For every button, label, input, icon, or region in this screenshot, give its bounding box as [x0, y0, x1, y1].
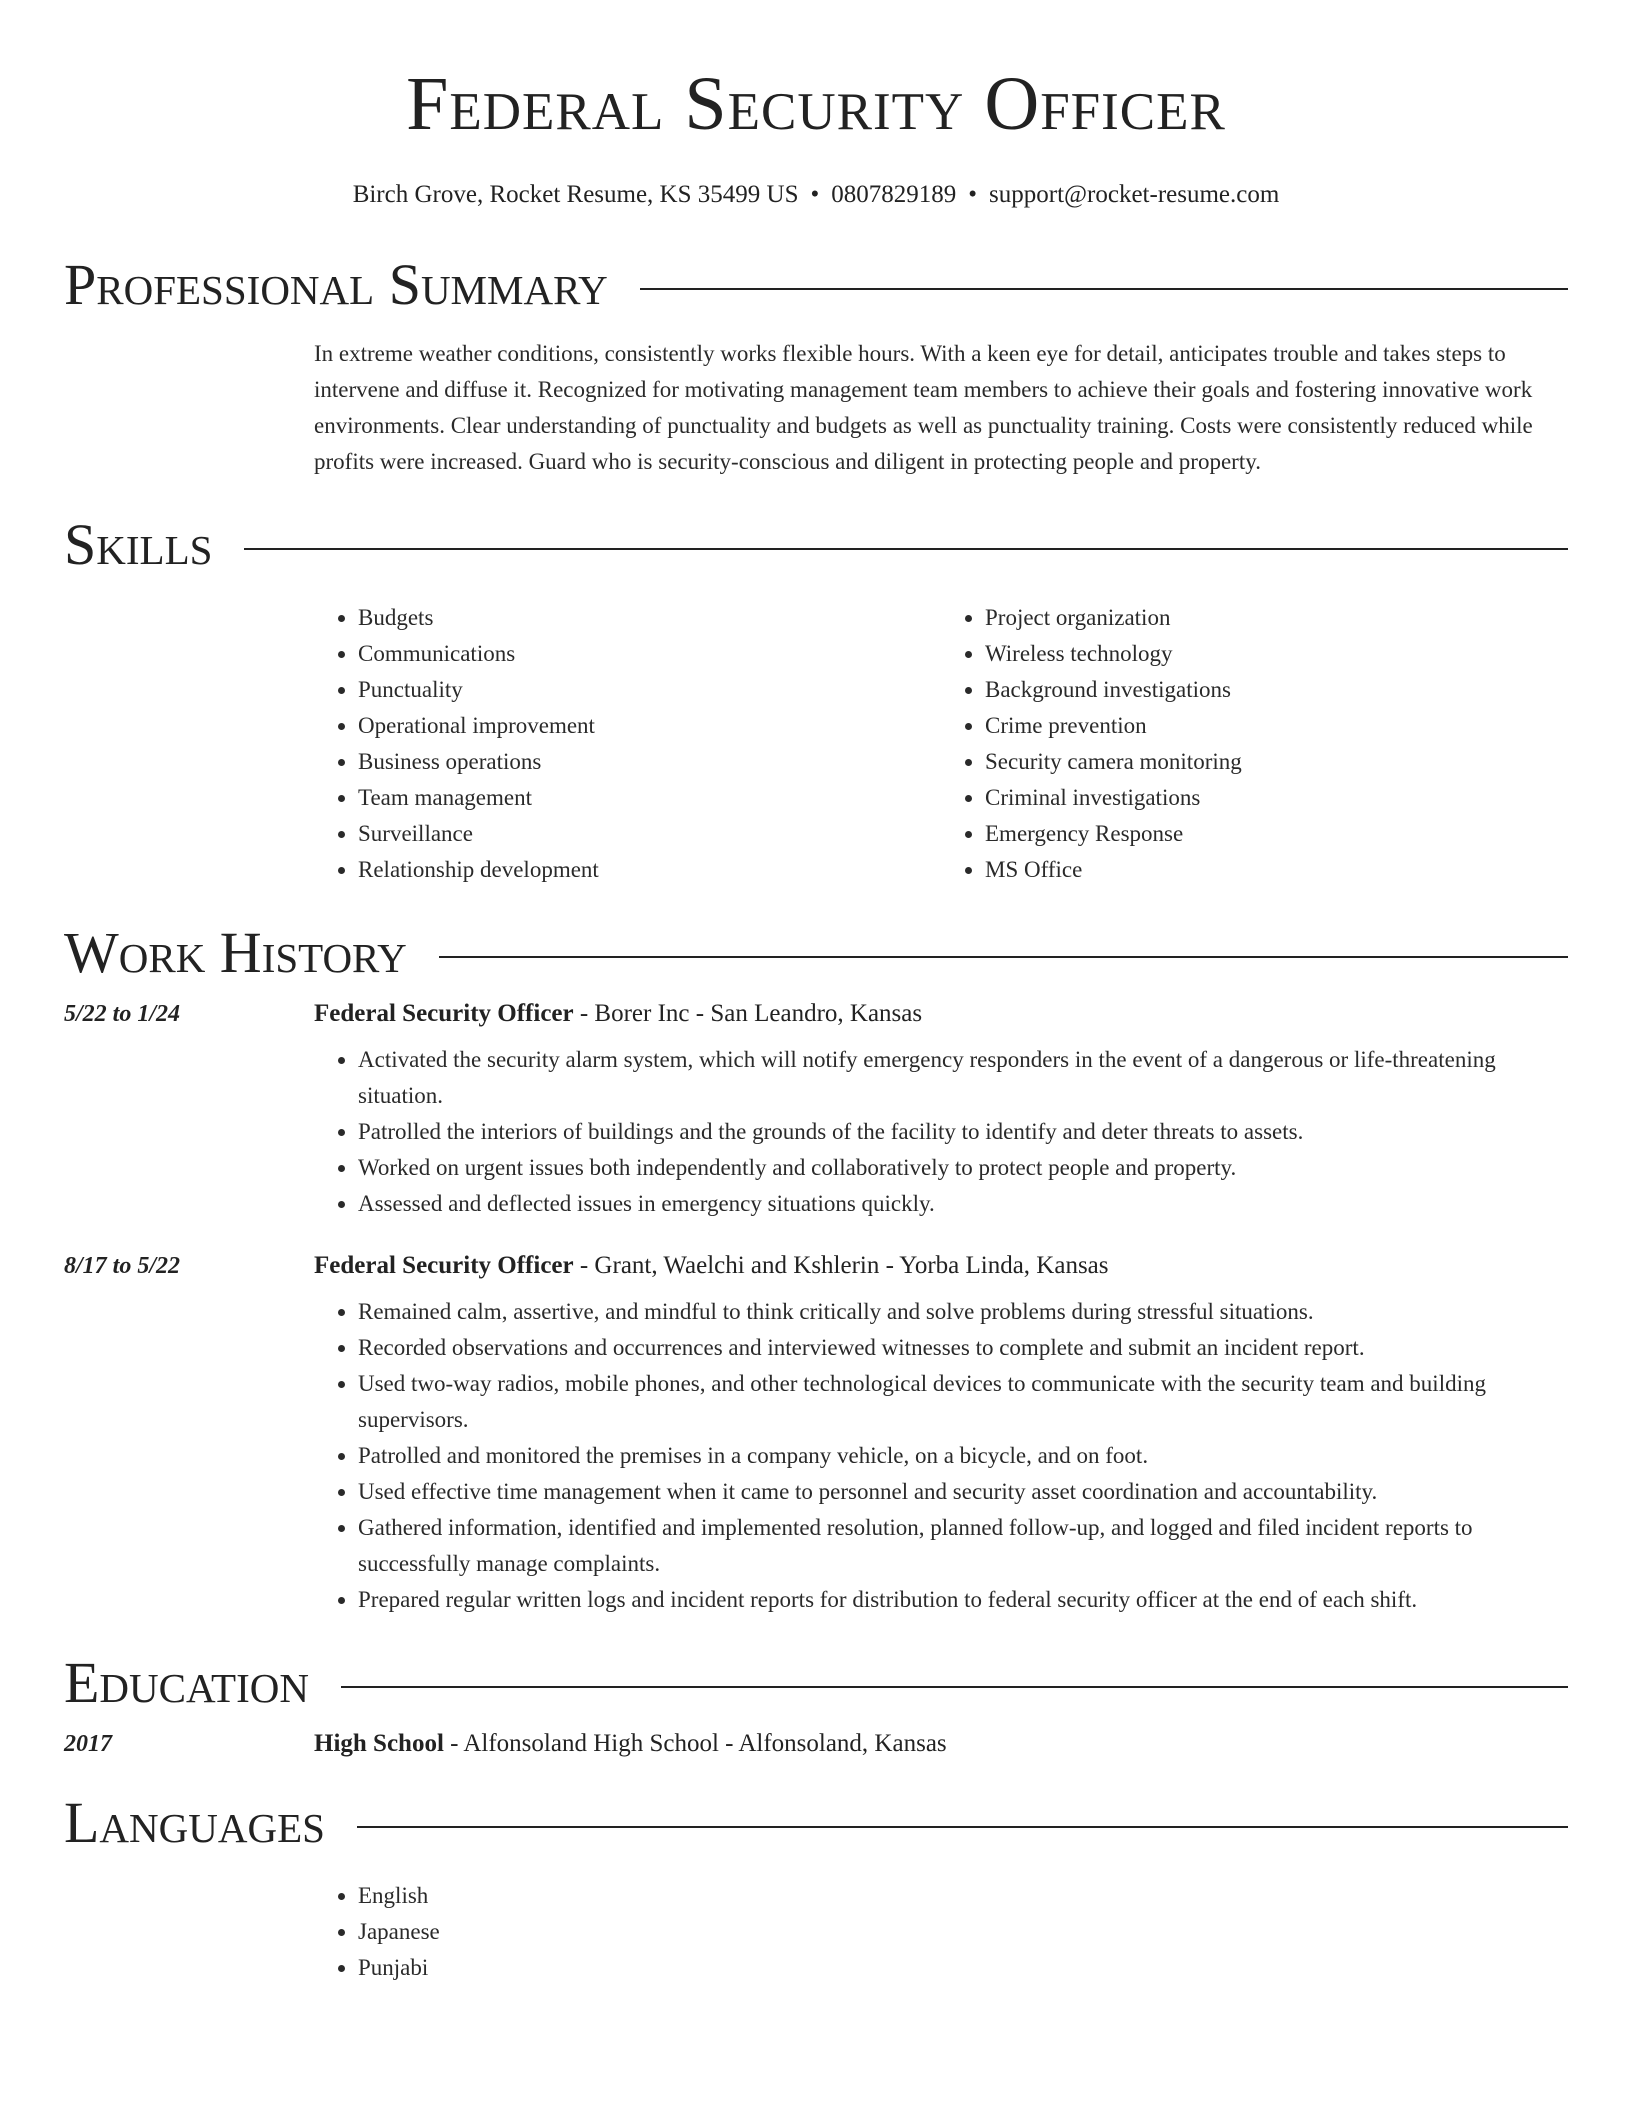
section-divider [439, 956, 1568, 958]
resume-name: Federal Security Officer [406, 62, 1226, 146]
skill-item: • Security camera monitoring [985, 744, 1568, 780]
skill-item: • Budgets [358, 600, 941, 636]
job-bullet: • Recorded observations and occurrences and interviewed witnesses to complete and submit an incident report. [358, 1330, 1568, 1366]
contact-phone: 0807829189 [831, 181, 957, 208]
job-title-line [314, 1252, 1109, 1280]
section-divider [357, 1826, 1568, 1828]
contact-separator: • [968, 181, 978, 208]
skill-item: • Wireless technology [985, 636, 1568, 672]
education-degree: High School [314, 1730, 444, 1757]
job-bullet: • Patrolled the interiors of buildings and the grounds of the facility to identify and deter threats to assets. [358, 1114, 1568, 1150]
work-section-header [64, 918, 1568, 988]
languages-list [314, 1878, 1568, 1986]
job-bullet: • Used two-way radios, mobile phones, and other technological devices to communicate with the security team and building supervisors. [358, 1366, 1568, 1438]
skill-item: • Relationship development [358, 852, 941, 888]
section-divider [640, 288, 1568, 290]
contact-line [64, 178, 1568, 212]
skills-columns [314, 600, 1568, 888]
job-bullets [314, 1042, 1568, 1222]
language-item: • Punjabi [358, 1950, 1568, 1986]
education-heading: Education [64, 1650, 309, 1715]
skills-section-header [64, 510, 1568, 580]
work-heading: Work History [64, 920, 407, 985]
job-title: Federal Security Officer [314, 1000, 574, 1027]
contact-email[interactable]: support@rocket-resume.com [989, 181, 1280, 208]
job-bullet: • Patrolled and monitored the premises in a company vehicle, on a bicycle, and on foot. [358, 1438, 1568, 1474]
skill-item: • Communications [358, 636, 941, 672]
job-bullet: • Gathered information, identified and implemented resolution, planned follow-up, and logged and filed incident reports to successfully manage complaints. [358, 1510, 1568, 1582]
skill-item: • Background investigations [985, 672, 1568, 708]
job-bullet: • Remained calm, assertive, and mindful to think critically and solve problems during stressful situations. [358, 1294, 1568, 1330]
job-title-line [314, 1000, 922, 1028]
job-entry [64, 1252, 1568, 1618]
job-details: - Grant, Waelchi and Kshlerin - Yorba Linda, Kansas [573, 1252, 1109, 1279]
section-divider [244, 548, 1568, 550]
skills-list-left [314, 600, 941, 888]
job-bullet: • Used effective time management when it came to personnel and security asset coordination and accountability. [358, 1474, 1568, 1510]
job-header [64, 1000, 1568, 1028]
education-title-line [314, 1730, 947, 1758]
skill-item: • Operational improvement [358, 708, 941, 744]
skill-item: • Project organization [985, 600, 1568, 636]
job-entry [64, 1000, 1568, 1222]
job-details: - Borer Inc - San Leandro, Kansas [573, 1000, 923, 1027]
job-dates: 8/17 to 5/22 [64, 1253, 181, 1279]
skill-item: • Crime prevention [985, 708, 1568, 744]
skill-item: • Team management [358, 780, 941, 816]
skill-item: • Business operations [358, 744, 941, 780]
education-section-header [64, 1648, 1568, 1718]
language-item: • English [358, 1878, 1568, 1914]
languages-section-header [64, 1788, 1568, 1858]
skills-list-right [941, 600, 1568, 888]
languages-heading: Languages [64, 1790, 325, 1855]
contact-separator: • [810, 181, 820, 208]
education-entry [64, 1730, 1568, 1758]
summary-section-header [64, 250, 1568, 320]
skill-item: • Punctuality [358, 672, 941, 708]
job-bullet: • Prepared regular written logs and incident reports for distribution to federal security officer at the end of each shift. [358, 1582, 1568, 1618]
contact-address: Birch Grove, Rocket Resume, KS 35499 US [352, 181, 799, 208]
skill-item: • Emergency Response [985, 816, 1568, 852]
skill-item: • Criminal investigations [985, 780, 1568, 816]
education-details: - Alfonsoland High School - Alfonsoland, Kansas [443, 1730, 947, 1757]
language-item: • Japanese [358, 1914, 1568, 1950]
summary-heading: Professional Summary [64, 252, 608, 317]
job-bullet: • Worked on urgent issues both independently and collaboratively to protect people and property. [358, 1150, 1568, 1186]
job-bullet: • Activated the security alarm system, which will notify emergency responders in the event of a dangerous or life-threatening situation. [358, 1042, 1568, 1114]
job-header [64, 1252, 1568, 1280]
skill-item: • MS Office [985, 852, 1568, 888]
job-bullet: • Assessed and deflected issues in emergency situations quickly. [358, 1186, 1568, 1222]
skills-heading: Skills [64, 512, 213, 577]
job-bullets [314, 1294, 1568, 1618]
summary-text: In extreme weather conditions, consistently works flexible hours. With a keen eye for detail, anticipates trouble and takes steps to intervene and diffuse it. Recognized for motivating management team members to achieve their goals and fostering innovative work environments. Clear understanding of punctuality and budgets as well as punctuality training. Costs were consistently reduced while profits were increased. Guard who is security-conscious and diligent in protecting people and property. [314, 341, 1533, 474]
job-title: Federal Security Officer [314, 1252, 574, 1279]
section-divider [341, 1686, 1568, 1688]
job-dates: 5/22 to 1/24 [64, 1001, 181, 1027]
education-year: 2017 [64, 1731, 112, 1757]
skill-item: • Surveillance [358, 816, 941, 852]
